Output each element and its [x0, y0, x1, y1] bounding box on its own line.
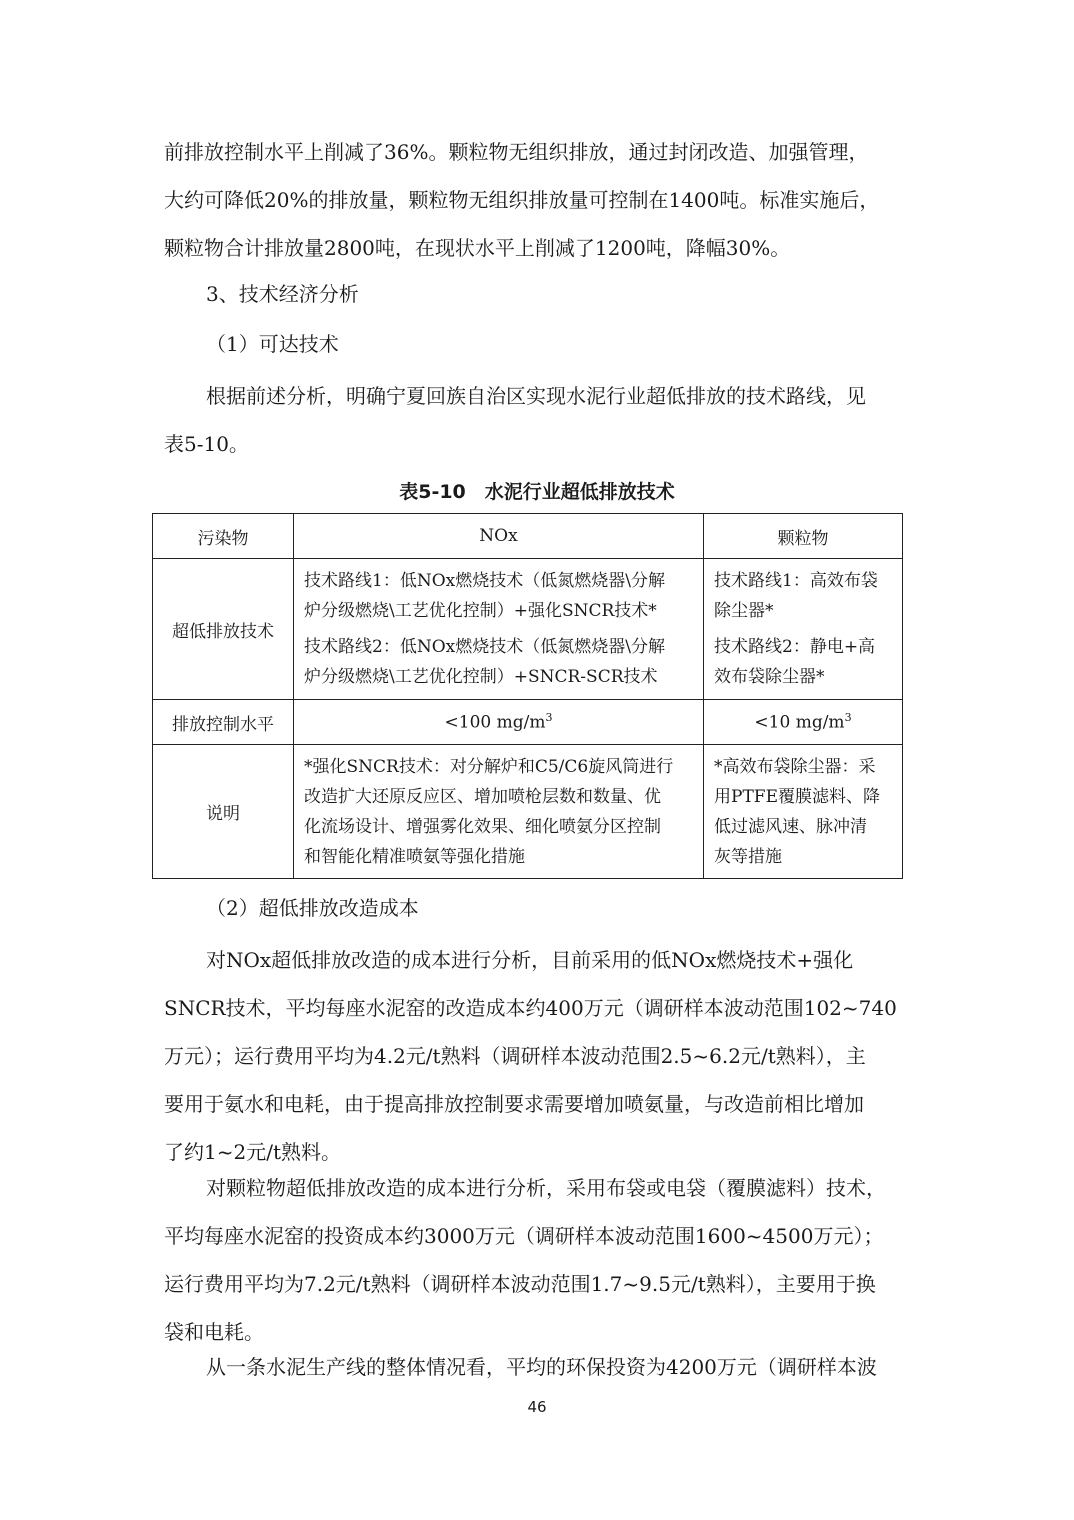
unit-superscript: 3 [844, 711, 852, 725]
table-row [153, 745, 903, 879]
text-line: 前排放控制水平上削减了36%。颗粒物无组织排放，通过封闭改造、加强管理， [164, 140, 869, 164]
paragraph-nox-cost [164, 936, 912, 1176]
section-heading: 3、技术经济分析 [206, 282, 359, 306]
cell-line: 技术路线1：高效布袋 [714, 571, 878, 591]
text-line: 对NOx超低排放改造的成本进行分析，目前采用的低NOx燃烧技术+强化 [206, 948, 854, 972]
page-number: 46 [527, 1398, 547, 1416]
particulate-cell [704, 559, 903, 700]
text-line: 运行费用平均为7.2元/t熟料（调研样本波动范围1.7~9.5元/t熟料），主要用于换 [164, 1272, 876, 1296]
cell-line: 炉分级燃烧\工艺优化控制）+SNCR-SCR技术 [304, 667, 658, 687]
cell-line: 低过滤风速、脉冲清 [714, 816, 867, 837]
route-1 [304, 566, 693, 626]
subsection-heading: （2）超低排放改造成本 [206, 896, 419, 920]
limit-value: <100 mg/m [444, 712, 546, 733]
text-line: 平均每座水泥窑的投资成本约3000万元（调研样本波动范围1600~4500万元）； [164, 1224, 884, 1248]
route-2 [714, 632, 892, 692]
unit-superscript: 3 [545, 711, 553, 725]
particulate-limit [704, 700, 903, 745]
nox-limit [294, 700, 704, 745]
text-line: 表5-10。 [164, 432, 249, 456]
table-row [153, 559, 903, 700]
cell-line: 效布袋除尘器* [714, 667, 825, 687]
cell-line: *强化SNCR技术：对分解炉和C5/C6旋风筒进行 [304, 756, 674, 777]
paragraph-emissions [164, 128, 912, 272]
cell-line: 改造扩大还原反应区、增加喷枪层数和数量、优 [304, 786, 661, 807]
paragraph-particulate-cost [164, 1164, 912, 1356]
nox-cell [294, 559, 704, 700]
cell-line: 技术路线1：低NOx燃烧技术（低氮燃烧器\分解 [304, 571, 665, 591]
cell-line: 技术路线2：静电+高 [714, 637, 876, 657]
text-line: 袋和电耗。 [164, 1320, 264, 1344]
text-line: SNCR技术，平均每座水泥窑的改造成本约400万元（调研样本波动范围102~740 [164, 996, 897, 1020]
route-1 [714, 566, 892, 626]
subsection-heading: （1）可达技术 [206, 332, 339, 356]
header-particulate: 颗粒物 [704, 514, 903, 559]
limit-value: <10 mg/m [754, 712, 845, 733]
cell-line: 技术路线2：低NOx燃烧技术（低氮燃烧器\分解 [304, 637, 665, 657]
cell-line: 和智能化精准喷氨等强化措施 [304, 846, 525, 867]
text-line: 要用于氨水和电耗，由于提高排放控制要求需要增加喷氨量，与改造前相比增加 [164, 1092, 864, 1116]
table-caption: 表5-10 水泥行业超低排放技术 [399, 481, 675, 503]
text-line: 对颗粒物超低排放改造的成本进行分析，采用布袋或电袋（覆膜滤料）技术， [206, 1176, 886, 1200]
cell-line: 灰等措施 [714, 846, 782, 867]
text-line: 从一条水泥生产线的整体情况看，平均的环保投资为4200万元（调研样本波 [206, 1355, 877, 1379]
cell-line: 炉分级燃烧\工艺优化控制）+强化SNCR技术* [304, 601, 657, 621]
paragraph-overall [164, 1343, 912, 1391]
cell-line: *高效布袋除尘器：采 [714, 756, 876, 777]
text-line: 万元）；运行费用平均为4.2元/t熟料（调研样本波动范围2.5~6.2元/t熟料），主 [164, 1044, 866, 1068]
technology-table [152, 513, 903, 879]
table-row [153, 700, 903, 745]
header-pollutant: 污染物 [153, 514, 294, 559]
text-line: 根据前述分析，明确宁夏回族自治区实现水泥行业超低排放的技术路线，见 [206, 384, 866, 408]
table-header-row [153, 514, 903, 559]
paragraph-technology-route [164, 372, 912, 468]
cell-line: 除尘器* [714, 601, 774, 621]
row-label: 排放控制水平 [153, 700, 294, 745]
nox-notes [294, 745, 704, 879]
route-2 [304, 632, 693, 692]
text-line: 大约可降低20%的排放量，颗粒物无组织排放量可控制在1400吨。标准实施后， [164, 188, 880, 212]
row-label: 超低排放技术 [153, 559, 294, 700]
cell-line: 用PTFE覆膜滤料、降 [714, 786, 880, 807]
particulate-notes [704, 745, 903, 879]
text-line: 了约1~2元/t熟料。 [164, 1140, 341, 1164]
row-label: 说明 [153, 745, 294, 879]
text-line: 颗粒物合计排放量2800吨，在现状水平上削减了1200吨，降幅30%。 [164, 236, 791, 260]
cell-line: 化流场设计、增强雾化效果、细化喷氨分区控制 [304, 816, 661, 837]
header-nox: NOx [294, 514, 704, 559]
